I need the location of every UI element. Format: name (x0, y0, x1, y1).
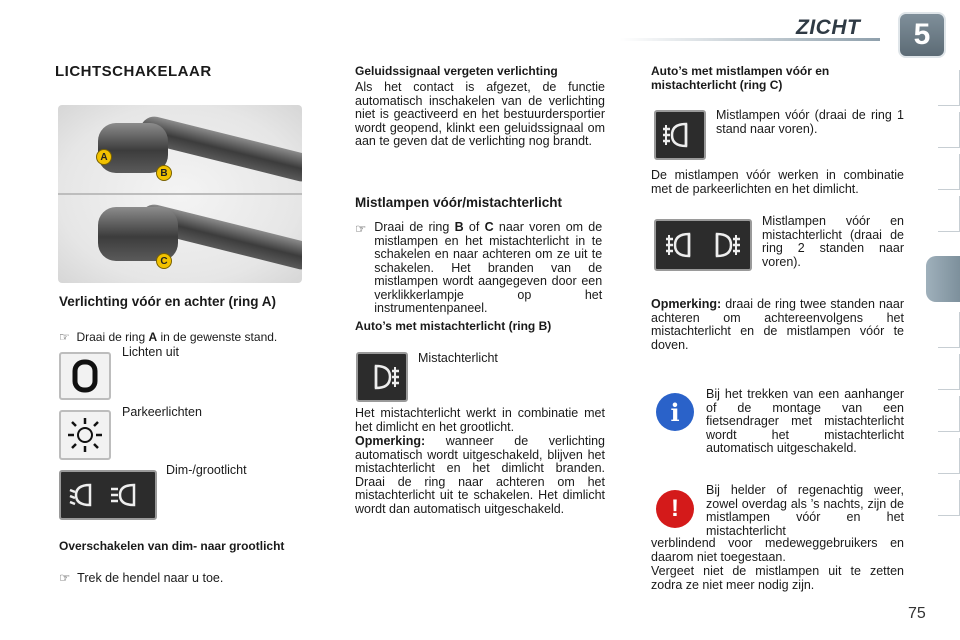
chapter-tab[interactable] (938, 396, 960, 432)
chapter-tabs (928, 70, 960, 630)
dipped-main-beam-icon (59, 470, 157, 520)
ring-label-c: C (156, 253, 172, 269)
note-label: Opmerking: (651, 297, 722, 311)
page-number: 75 (908, 605, 926, 622)
ring-label-b: B (156, 165, 172, 181)
chapter-number-badge (898, 12, 946, 58)
warning-text-cont (651, 537, 904, 564)
front-rear-note (651, 298, 904, 352)
warning-text-2: Vergeet niet de mistlampen uit te zetten zodra ze niet meer nodig zijn. (651, 564, 904, 592)
fog-instr-ring-b: B (454, 220, 464, 234)
fog-instruction-text (374, 221, 602, 316)
fog-title: Mistlampen vóór/mistachterlicht (355, 195, 563, 210)
note-label: Opmerking: (355, 434, 426, 448)
instruction-text: Draai de ring (76, 330, 146, 344)
rear-fog-title: Auto’s met mistachterlicht (ring B) (355, 319, 552, 333)
note-text: wanneer de verlichting automatisch wordt uitgeschakeld, blijven het mistachterlicht en het dimlicht branden. Draai de ring naar achteren om het mistachterlicht uit te schakelen. Het dimlicht wordt dan automatisch uitgeschakeld. (355, 434, 605, 516)
instruction-ring-a (59, 331, 319, 345)
photo-divider (58, 193, 302, 195)
chapter-tab[interactable] (938, 112, 960, 148)
rear-fog-label: Mistachterlicht (418, 351, 498, 365)
front-and-rear-fog-label: Mistlampen vóór en mistachterlicht (draai de ring 2 standen naar voren). (762, 214, 904, 269)
dipped-main-beam-label: Dim-/grootlicht (166, 463, 247, 477)
switch-beam-title: Overschakelen van dim- naar grootlicht (59, 539, 285, 553)
chapter-tab[interactable] (938, 438, 960, 474)
lights-off-icon (59, 352, 111, 400)
chapter-tab[interactable] (938, 154, 960, 190)
fog-instr-part: of (468, 220, 480, 234)
bullet-icon: ☞ (59, 330, 70, 344)
warning-icon: ! (656, 490, 694, 528)
chapter-tab[interactable] (938, 354, 960, 390)
front-fog-label: Mistlampen vóór (draai de ring 1 stand naar voren). (716, 108, 904, 136)
reminder-title: Geluidssignaal vergeten verlichting (355, 64, 558, 78)
warning-text-tail: verblindend voor medeweggebruikers en daarom niet toegestaan. (651, 536, 904, 564)
bullet-icon: ☞ (355, 221, 367, 236)
chapter-tab[interactable] (938, 312, 960, 348)
front-rear-fog-title: Auto’s met mistlampen vóór en mistachterlicht (ring C) (651, 64, 830, 92)
light-switch-photo (58, 105, 302, 283)
chapter-tab-active[interactable] (926, 256, 960, 302)
rear-fog-light-icon (356, 352, 408, 402)
fog-instr-part: naar voren om de mistlampen en het mistachterlicht in te schakelen en naar achteren om ze uit te schakelen. Het branden van de mistlampen wordt aangegeven door een verklikkerlampje op het instrumentenpaneel. (374, 220, 603, 315)
info-icon: i (656, 393, 694, 431)
section-title-ring-a: Verlichting vóór en achter (ring A) (59, 294, 277, 309)
chapter-tab[interactable] (938, 70, 960, 106)
ring-label-a: A (96, 149, 112, 165)
switch-beam-instruction (59, 571, 223, 586)
section-heading: LICHTSCHAKELAAR (55, 63, 212, 80)
front-fog-light-icon (654, 110, 706, 160)
front-fog-text: De mistlampen vóór werken in combinatie met de parkeerlichten en het dimlicht. (651, 168, 904, 196)
parking-lights-label: Parkeerlichten (122, 405, 202, 419)
rear-fog-note (355, 435, 605, 516)
lights-off-label: Lichten uit (122, 345, 179, 359)
fog-instr-ring-c: C (484, 220, 494, 234)
fog-instruction (355, 221, 605, 316)
chapter-tab[interactable] (938, 196, 960, 232)
instruction-ring: A (148, 330, 158, 344)
warning-text: Bij helder of regenachtig weer, zowel overdag als ’s nachts, zijn de mistlampen vóór en het mistachterlicht (706, 484, 904, 538)
warning-text-wrap (706, 484, 904, 539)
front-and-rear-fog-icon (654, 219, 752, 271)
switch-beam-text: Trek de hendel naar u toe. (77, 571, 224, 585)
instruction-text: in de gewenste stand. (160, 330, 278, 344)
reminder-text: Als het contact is afgezet, de functie automatisch inschakelen van de verlichting niet is geactiveerd en het bestuurdersportier wordt geopend, klinkt een geluidssignaal om aan te geven dat de verlichting nog brandt. (355, 80, 605, 148)
bullet-icon: ☞ (59, 570, 71, 585)
chapter-tab[interactable] (938, 480, 960, 516)
chapter-title: ZICHT (796, 16, 861, 39)
rear-fog-text: Het mistachterlicht werkt in combinatie met het dimlicht en het grootlicht. (355, 406, 605, 434)
fog-instr-part: Draai de ring (374, 220, 450, 234)
note-text: draai de ring twee standen naar achteren om achtereenvolgens het mistachterlicht en de mistlampen vóór te doven. (651, 297, 905, 352)
lever-upper-rings (98, 123, 168, 173)
parking-lights-icon (59, 410, 111, 460)
info-text: Bij het trekken van een aanhanger of de montage van een fietsendrager met mistachterlicht wordt het mistachterlicht automatisch uitgeschakeld. (706, 387, 904, 455)
chapter-number: 5 (913, 18, 931, 51)
